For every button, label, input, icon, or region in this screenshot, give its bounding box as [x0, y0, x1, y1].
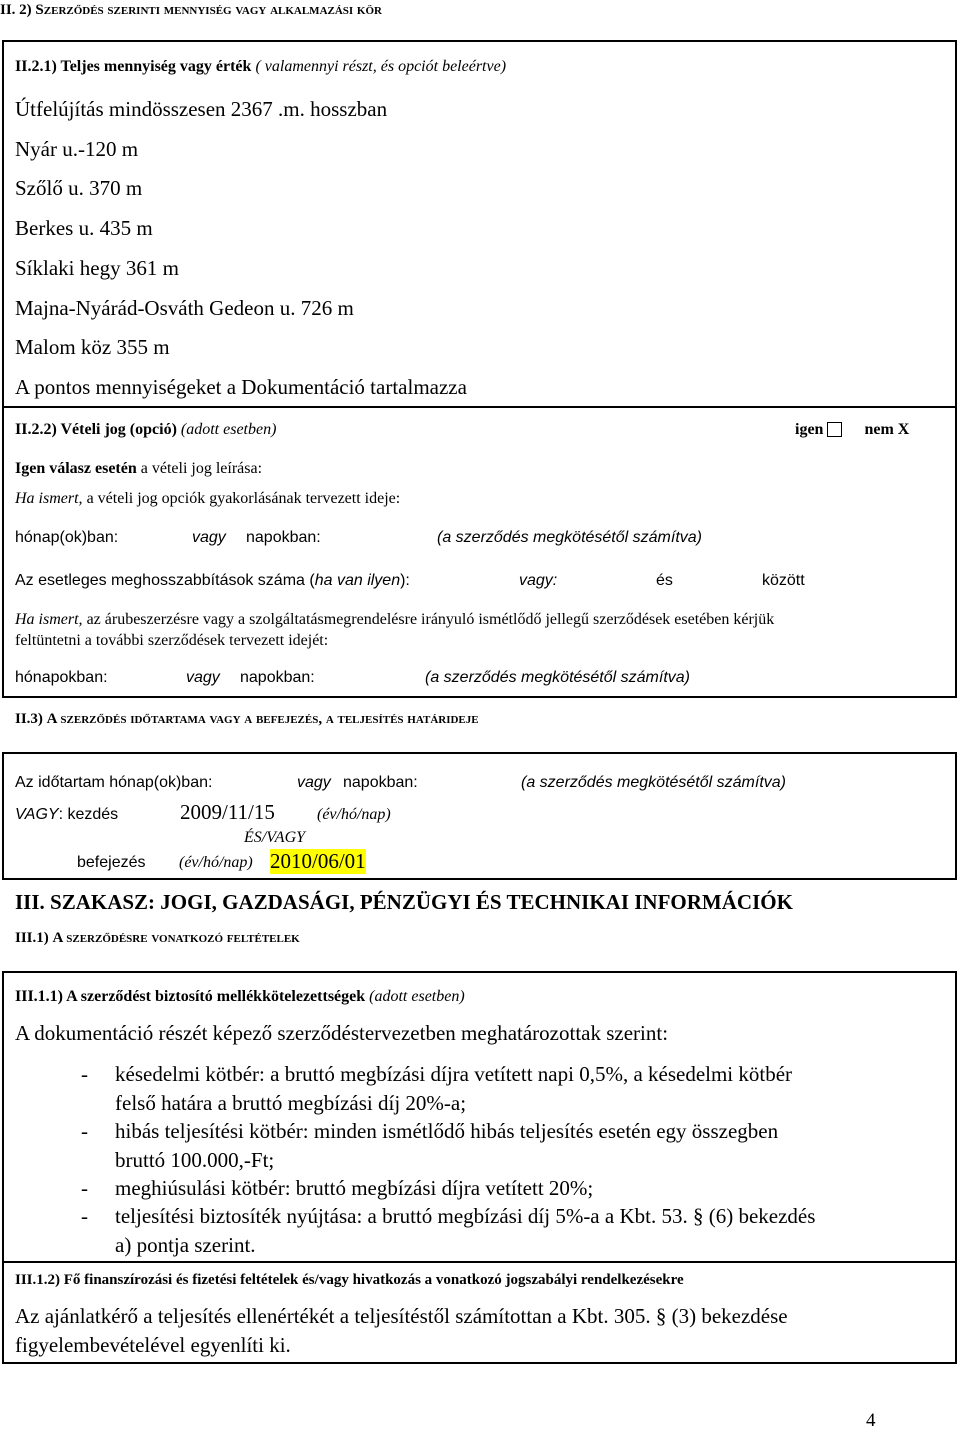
ismetlodo-rest: az árubeszerzésre vagy a szolgáltatásmegrendelésre irányuló ismétlődő jellegű szerződések esetében kérjük — [86, 611, 775, 628]
ha-ismert-italic: Ha ismert, — [15, 490, 83, 507]
honap-label: hónap(ok)ban: — [15, 529, 119, 546]
iii-1-1-heading — [15, 988, 465, 1006]
list-item-line: bruttó 100.000,-Ft; — [115, 1148, 275, 1172]
ismetlodo-line-1 — [15, 611, 774, 629]
option-yes-no — [795, 421, 909, 439]
quantity-line: Majna-Nyárád-Osváth Gedeon u. 726 m — [15, 295, 354, 320]
quantity-line: Szőlő u. 370 m — [15, 176, 143, 201]
kozott-label: között — [762, 572, 805, 589]
igen-valasz-line — [15, 460, 262, 478]
kezdes-line — [15, 806, 118, 824]
list-item-line: teljesítési biztosíték nyújtása: a bruttó megbízási díj 5%-a a Kbt. 53. § (6) bekezdés — [115, 1204, 816, 1228]
quantity-lines — [15, 90, 467, 408]
ismetlodo-italic: Ha ismert, — [15, 611, 83, 628]
befejezes-label: befejezés — [77, 854, 146, 871]
quantity-line: Útfelújítás mindösszesen 2367 .m. hosszban — [15, 97, 388, 121]
ii-2-2-heading-italic: (adott esetben) — [180, 421, 277, 438]
befejezes-date: 2010/06/01 — [270, 849, 366, 873]
quantity-line: Malom köz 355 m — [15, 335, 170, 360]
napokban-label-3: napokban: — [343, 774, 418, 791]
section-header — [0, 2, 382, 19]
es-vagy-label: ÉS/VAGY — [244, 829, 306, 846]
iii-1-1-heading-bold: III.1.1) A szerződést biztosító mellékkötelezettségek — [15, 988, 366, 1005]
list-dash: - — [81, 1204, 88, 1228]
section-header-prefix: II. 2) — [0, 2, 36, 18]
section-header-title: Szerződés szerinti mennyiség vagy alkalmazási kör — [35, 2, 382, 18]
list-item — [115, 1062, 935, 1115]
ii-3-title: A szerződés időtartama vagy a befejezés, a teljesítés határideje — [46, 711, 479, 727]
vagy-caps: VAGY — [15, 806, 59, 823]
list-item — [115, 1176, 935, 1200]
iii-1-heading — [15, 930, 300, 947]
ii-2-2-heading — [15, 421, 276, 439]
napokban-label: napokban: — [246, 529, 321, 546]
vagy-colon-label: vagy: — [519, 572, 558, 589]
box-ii-2-2 — [2, 406, 957, 698]
quantity-line: Síklaki hegy 361 m — [15, 255, 179, 280]
kezdes-date: 2009/11/15 — [180, 800, 275, 824]
es-label: és — [656, 572, 673, 589]
meghosszabbitas-line — [15, 572, 410, 590]
honapokban-label: hónapokban: — [15, 669, 108, 686]
ii-3-prefix: II.3) — [15, 711, 47, 727]
vagy-label: vagy — [192, 529, 226, 546]
option-yes-label: igen — [795, 421, 824, 438]
option-no-label: nem X — [864, 421, 910, 438]
kezdes-label: : kezdés — [58, 806, 119, 823]
list-item-line: felső határa a bruttó megbízási díj 20%-a; — [115, 1091, 467, 1115]
section-iii-title: III. SZAKASZ: JOGI, GAZDASÁGI, PÉNZÜGYI ÉS TECHNIKAI INFORMÁCIÓK — [15, 890, 793, 914]
vagy-label-2: vagy — [186, 669, 220, 686]
meghossz-end: ): — [400, 572, 410, 589]
iii-1-1-heading-italic: (adott esetben) — [369, 988, 465, 1005]
quantity-line: Berkes u. 435 m — [15, 216, 153, 241]
ha-ismert-rest: a vételi jog opciók gyakorlásának tervezett ideje: — [86, 490, 401, 507]
ii-2-1-heading-italic: ( valamennyi részt, és opciót beleértve) — [255, 58, 507, 75]
ii-2-1-heading-bold: II.2.1) Teljes mennyiség vagy érték — [15, 58, 252, 75]
vagy-label-3: vagy — [297, 774, 331, 791]
quantity-line: A pontos mennyiségeket a Dokumentáció tartalmazza — [15, 374, 467, 399]
iii-1-title: A szerződésre vonatkozó feltételek — [52, 930, 300, 946]
list-item-line: késedelmi kötbér: a bruttó megbízási díjra vetített napi 0,5%, a késedelmi kötbér — [115, 1062, 793, 1086]
iii-1-2-heading: III.1.2) Fő finanszírozási és fizetési feltételek és/vagy hivatkozás a vonatkozó jogszabályi rendelkezésekre — [15, 1272, 684, 1288]
szamitva-note: (a szerződés megkötésétől számítva) — [437, 529, 702, 546]
list-item-line: a) pontja szerint. — [115, 1233, 256, 1257]
list-item — [115, 1204, 935, 1257]
list-dash: - — [81, 1176, 88, 1200]
igen-valasz-rest: a vételi jog leírása: — [140, 460, 263, 477]
iii-1-2-line-2: figyelembevételével egyenlíti ki. — [15, 1333, 291, 1357]
list-item-line: hibás teljesítési kötbér: minden ismétlődő hibás teljesítés esetén egy összegben — [115, 1119, 779, 1143]
ii-3-heading — [15, 711, 479, 728]
list-dash: - — [81, 1119, 88, 1143]
szamitva-note-3: (a szerződés megkötésétől számítva) — [521, 774, 786, 791]
szamitva-note-2: (a szerződés megkötésétől számítva) — [425, 669, 690, 686]
ismetlodo-line-2: feltüntetni a további szerződések tervezett idejét: — [15, 632, 329, 649]
meghossz-label: Az esetleges meghosszabbítások száma ( — [15, 572, 315, 589]
list-dash: - — [81, 1062, 88, 1086]
iii-1-1-intro: A dokumentáció részét képező szerződéstervezetben meghatározottak szerint: — [15, 1021, 669, 1045]
page-number: 4 — [866, 1410, 876, 1431]
idotartam-label: Az időtartam hónap(ok)ban: — [15, 774, 213, 791]
list-item — [115, 1119, 935, 1172]
ha-ismert-line — [15, 490, 400, 508]
kezdes-date-format: (év/hó/nap) — [317, 806, 391, 823]
iii-1-prefix: III.1) — [15, 930, 53, 946]
meghossz-italic: ha van ilyen — [314, 572, 401, 589]
quantity-line: Nyár u.-120 m — [15, 136, 139, 161]
list-item-line: meghiúsulási kötbér: bruttó megbízási díjra vetített 20%; — [115, 1176, 594, 1200]
ii-2-1-heading — [15, 58, 506, 76]
igen-valasz-bold: Igen válasz esetén — [15, 460, 137, 477]
ii-2-2-heading-bold: II.2.2) Vételi jog (opció) — [15, 421, 177, 438]
befejezes-date-format: (év/hó/nap) — [179, 854, 253, 871]
iii-1-2-line-1: Az ajánlatkérő a teljesítés ellenértékét a teljesítéstől számítottan a Kbt. 305. § (3) bekezdése — [15, 1304, 788, 1328]
option-yes-checkbox[interactable] — [827, 422, 842, 437]
napokban-label-2: napokban: — [240, 669, 315, 686]
